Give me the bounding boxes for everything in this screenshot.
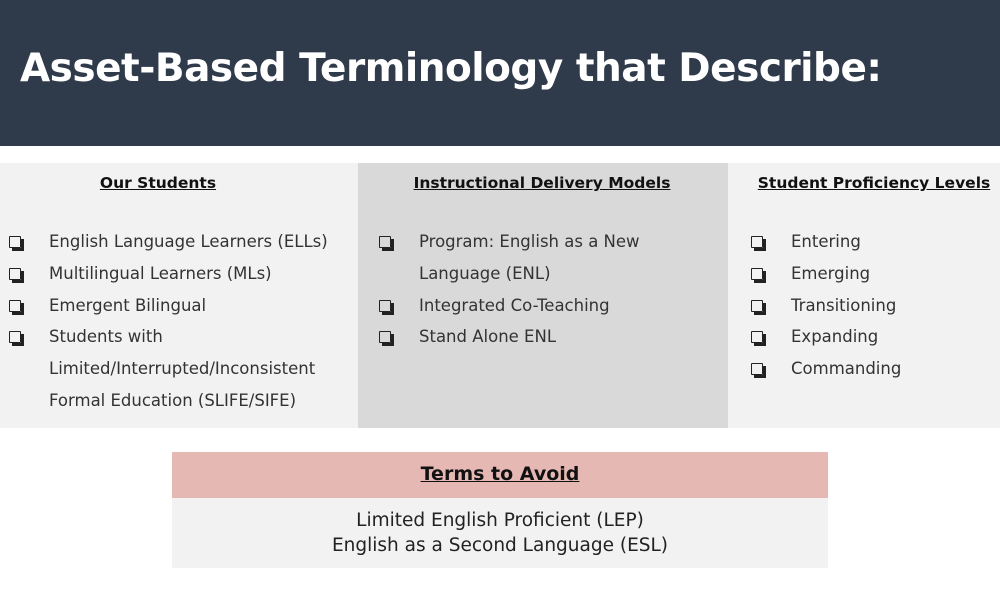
checkbox-bullet-icon xyxy=(751,331,763,343)
column-title: Instructional Delivery Models xyxy=(413,174,671,192)
checkbox-bullet-icon xyxy=(751,363,763,375)
checkbox-bullet-icon xyxy=(9,300,21,312)
title-banner xyxy=(0,0,1000,146)
list-item xyxy=(751,258,996,290)
list-item-text: Entering xyxy=(791,232,861,251)
checkbox-bullet-icon xyxy=(9,236,21,248)
list-item xyxy=(379,321,724,353)
list-item-text: Expanding xyxy=(791,327,879,347)
avoid-term: Limited English Proficient (LEP) xyxy=(356,510,644,531)
list-item xyxy=(751,321,996,353)
list-item-text: Students with Limited/Interrupted/Inconsistent Formal Education (SLIFE/SIFE) xyxy=(49,327,316,410)
list-item-text: Emerging xyxy=(791,263,871,283)
list-item xyxy=(751,226,996,258)
term-list xyxy=(379,226,724,353)
list-item-text: Transitioning xyxy=(791,295,897,315)
term-list xyxy=(9,226,354,417)
avoid-term: English as a Second Language (ESL) xyxy=(331,535,669,556)
list-item xyxy=(9,321,354,416)
checkbox-bullet-icon xyxy=(9,331,21,343)
checkbox-bullet-icon xyxy=(751,300,763,312)
term-list xyxy=(751,226,996,385)
list-item-text: Commanding xyxy=(791,359,902,379)
terms-to-avoid-title: Terms to Avoid xyxy=(420,463,580,485)
terms-to-avoid-header xyxy=(172,452,828,498)
list-item-text: Multilingual Learners (MLs) xyxy=(49,263,272,283)
column-student-proficiency-levels xyxy=(728,163,1000,428)
list-item-text: Integrated Co-Teaching xyxy=(419,295,610,315)
column-our-students xyxy=(0,163,358,428)
checkbox-bullet-icon xyxy=(751,236,763,248)
list-item-text: Emergent Bilingual xyxy=(49,295,207,315)
list-item-text: Program: English as a New Language (ENL) xyxy=(419,232,640,283)
checkbox-bullet-icon xyxy=(9,268,21,280)
checkbox-bullet-icon xyxy=(379,236,391,248)
list-item xyxy=(379,290,724,322)
column-title: Our Students xyxy=(99,174,217,192)
list-item xyxy=(379,226,724,290)
page-title: Asset-Based Terminology that Describe: xyxy=(20,46,882,91)
list-item xyxy=(751,353,996,385)
column-title: Student Proficiency Levels xyxy=(757,174,991,192)
terms-to-avoid-list xyxy=(172,498,828,568)
checkbox-bullet-icon xyxy=(379,300,391,312)
checkbox-bullet-icon xyxy=(379,331,391,343)
list-item xyxy=(9,290,354,322)
list-item xyxy=(9,226,354,258)
column-instructional-delivery-models xyxy=(358,163,728,428)
list-item xyxy=(751,290,996,322)
list-item-text: English Language Learners (ELLs) xyxy=(49,232,328,251)
list-item xyxy=(9,258,354,290)
checkbox-bullet-icon xyxy=(751,268,763,280)
list-item-text: Stand Alone ENL xyxy=(419,327,557,347)
